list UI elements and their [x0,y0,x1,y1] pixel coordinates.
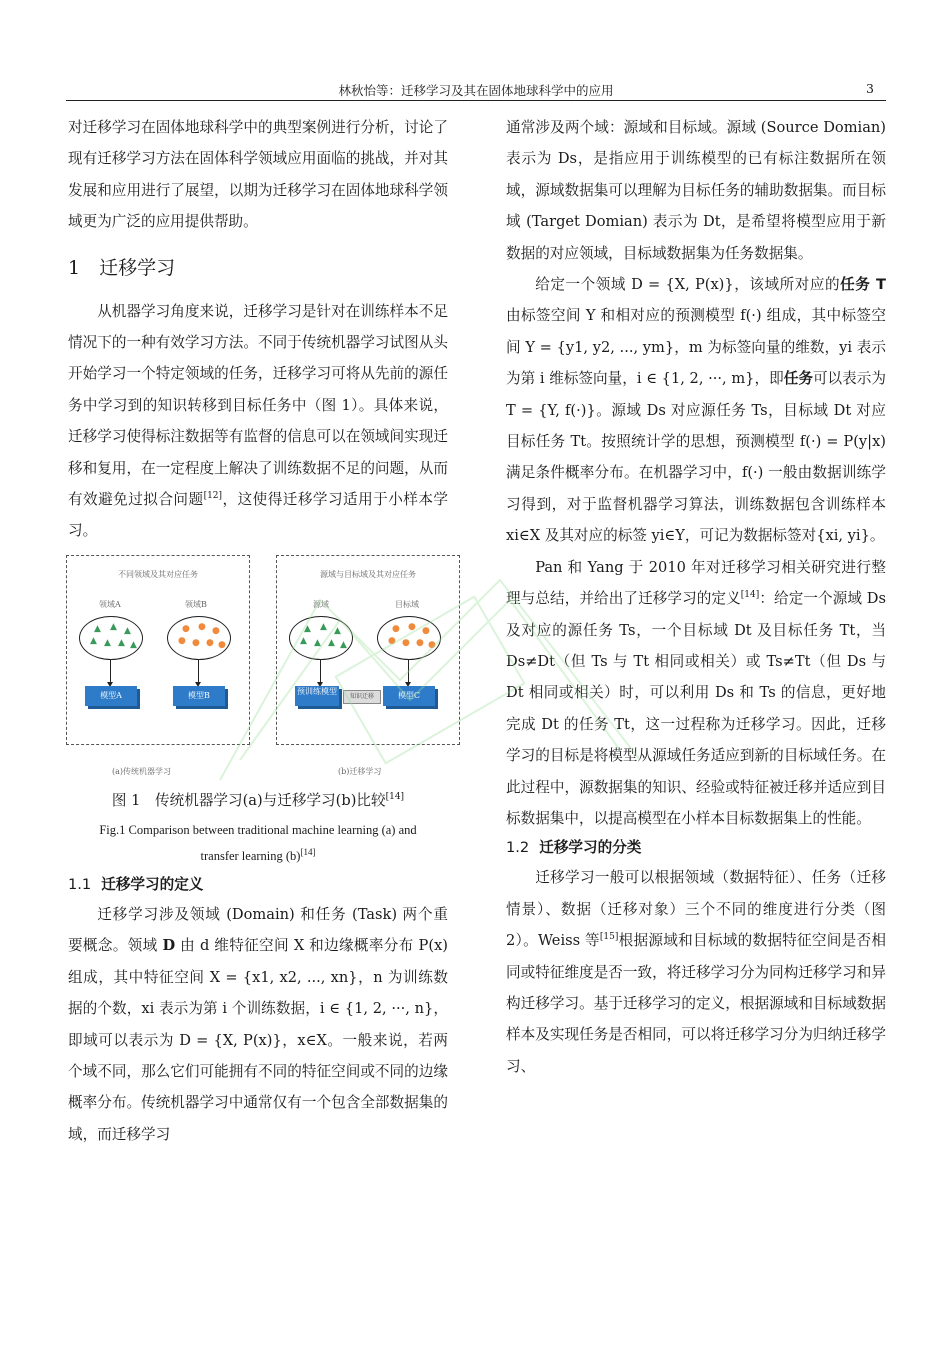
subsection-1-2-heading: 1.2 迁移学习的分类 [506,839,642,857]
label-domain-a: 领域A [99,599,121,609]
left-column [68,112,448,1150]
citation: [12] [203,491,223,502]
subcaption-b: (b)迁移学习 [338,766,382,776]
label-domain-b: 领域B [185,599,207,609]
figure-1 [66,555,466,787]
arrow-down-icon [408,659,409,685]
subsection-1-1-heading: 1.1 迁移学习的定义 [68,875,204,893]
paragraph-source-target: 通常涉及两个域：源域和目标域。源域 (Source Domian) 表示为 Ds，是指应用于训练模型的已有标注数据所在领域，源域数据集可以理解为目标任务的辅助数据集。而目标域 (Target Domian) 表示为 Dt，是希望将模型应用于新数据的对应领域，目标域数据集为任务数据集。 [506,119,886,262]
source-domain-ellipse: ▲ ▲ ▲ ▲ ▲ ▲ ▲ [289,616,353,660]
model-c-box: 模型C [383,686,435,706]
arrow-down-icon [198,659,199,685]
figure-caption-english-2: transfer learning (b)[14] [200,846,316,863]
paragraph-task-definition: 给定一个领域 D = {X, P(x)}，该域所对应的任务 T 由标签空间 Y 和相对应的预测模型 f(·) 组成，其中标签空间 Y = {y1, y2, ..., ym}，m 为标签向量的维数，yi 表示为第 i 维标签向量，i ∈ {1, 2, ···, m}，即任务可以表示为 T = {Y, f(·)}。源域 Ds 对应源任务 Ts，目标域 Dt 对应目标任务 Tt。按照统计学的思想，预测模型 f(·) = P(y|x) 满足条件概率分布。在机器学习中，f(·) 一般由数据训练学习得到，对于监督机器学习算法，训练数据包含训练样本 xi∈X 及其对应的标签 yi∈Y，可记为数据标签对{xi, yi}。 [506,276,886,545]
paragraph-pan-yang: Pan 和 Yang 于 2010 年对迁移学习相关研究进行整理与总结，并给出了迁移学习的定义[14]：给定一个源域 Ds 及对应的源任务 Ts，一个目标域 Dt 及目标任务 Tt，当 Ds≠Dt（但 Ts 与 Tt 相同或相关）或 Ts≠Tt（但 Ds 与 Dt 相同或相关）时，可以利用 Ds 和 Ts 的信息，更好地完成 Dt 的任务 Tt，这一过程称为迁移学习。因此，迁移学习的目标是将模型从源域任务适应到新的目标域任务。在此过程中，源数据集的知识、经验或特征被迁移并适应到目标数据集中，以提高模型在小样本目标数据集上的性能。 [506,558,886,827]
knowledge-transfer-arrow: 知识迁移 [343,690,381,704]
domain-a-ellipse: ▲ ▲ ▲ ▲ ▲ ▲ ▲ [79,616,143,660]
subcaption-a: (a)传统机器学习 [112,766,172,776]
figure-panel-a [66,555,250,745]
paragraph-domain-definition: 迁移学习涉及领域 (Domain) 和任务 (Task) 两个重要概念。领域 D 由 d 维特征空间 X 和边缘概率分布 P(x) 组成，其中特征空间 X = {x1, x2, ..., xn}，n 为训练数据的个数，xi 表示为第 i 个训练数据，i ∈ {1, 2, ···, n}，即域可以表示为 D = {X, P(x)}，x∈X。一般来说，若两个域不同，那么它们可能拥有不同的特征空间或不同的边缘概率分布。传统机器学习中通常仅有一个包含全部数据集的域，而迁移学习 [68,905,448,1143]
model-b-box: 模型B [173,686,225,706]
page-number: 3 [866,81,874,96]
figure-caption: 图 1 传统机器学习(a)与迁移学习(b)比较[14] [111,791,405,809]
panel-b-title: 源域与目标域及其对应任务 [320,569,416,579]
model-a-box: 模型A [85,686,137,706]
section-1-heading: 1 迁移学习 [68,256,176,279]
paragraph-transfer-intro: 从机器学习角度来说，迁移学习是针对在训练样本不足情况下的一种有效学习方法。不同于传统机器学习试图从头开始学习一个特定领域的任务，迁移学习可将从先前的源任务中学习到的知识转移到目标任务中（图 1）。具体来说，迁移学习使得标注数据等有监督的信息可以在领域间实现迁移和复用，在一定程度上解决了训练数据不足的问题，从而有效避免过拟合问题[12]，这使得迁移学习适用于小样本学习。 [68,302,448,540]
running-header [66,80,886,101]
figure-caption-english-1: Fig.1 Comparison between traditional machine learning (a) and [99,822,417,837]
label-source-domain: 源域 [313,599,329,609]
figure-panel-b [276,555,460,745]
header-title: 林秋怡等：迁移学习及其在固体地球科学中的应用 [338,83,614,98]
intro-paragraph: 对迁移学习在固体地球科学中的典型案例进行分析，讨论了现有迁移学习方法在固体科学领域应用面临的挑战，并对其发展和应用进行了展望，以期为迁移学习在固体地球科学领域更为广泛的应用提供帮助。 [68,119,448,231]
pretrained-model-box: 预训练模型 [295,686,339,706]
right-column [506,112,886,1082]
label-target-domain: 目标域 [395,599,419,609]
panel-a-title: 不同领域及其对应任务 [118,569,198,579]
arrow-down-icon [320,659,321,685]
paragraph-classification: 迁移学习一般可以根据领域（数据特征）、任务（迁移情景）、数据（迁移对象）三个不同的维度进行分类（图 2）。Weiss 等[15]根据源域和目标域的数据特征空间是否相同或特征维度是否一致，将迁移学习分为同构迁移学习和异构迁移学习。基于迁移学习的定义，根据源域和目标域数据样本及实现任务是否相同，可以将迁移学习分为归纳迁移学习、 [506,869,886,1075]
arrow-down-icon [110,659,111,685]
domain-b-ellipse: ● ● ● ● ● ● ● [167,616,231,660]
target-domain-ellipse: ● ● ● ● ● ● ● [377,616,441,660]
